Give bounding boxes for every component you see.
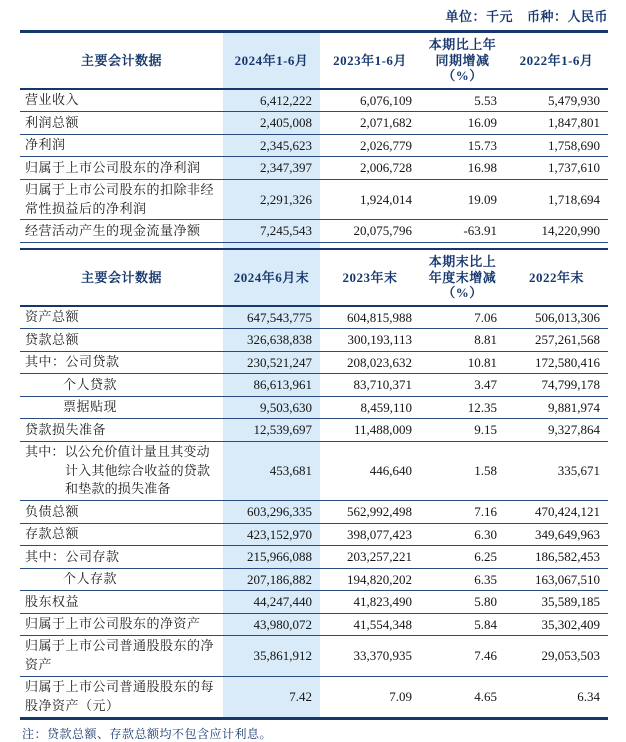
- value-cell: 1,737,610: [548, 160, 600, 176]
- value-cell: 2,347,397: [260, 160, 312, 176]
- row-label-cell: 存款总额: [25, 526, 80, 542]
- value-cell: 186,582,453: [535, 549, 600, 565]
- value-cell: 12.35: [467, 399, 497, 415]
- value-cell: 20,075,796: [353, 223, 412, 239]
- value-cell: 12,539,697: [253, 422, 312, 438]
- column-header: 本期比上年 同期增减 （%）: [428, 37, 497, 84]
- value-cell: 2,345,623: [260, 137, 312, 153]
- value-cell: 5.53: [474, 92, 497, 108]
- value-cell: 470,424,121: [535, 504, 600, 520]
- value-cell: 215,966,088: [247, 549, 312, 565]
- value-cell: 423,152,970: [247, 526, 312, 542]
- value-cell: 6,412,222: [260, 92, 312, 108]
- row-label-cell: 净利润: [25, 137, 66, 153]
- value-cell: 335,671: [557, 463, 600, 479]
- column-header: 2024年1-6月: [234, 52, 309, 68]
- value-cell: 6.30: [474, 526, 497, 542]
- table-row: [20, 179, 608, 220]
- value-cell: 1,758,690: [548, 137, 600, 153]
- table-row: [20, 419, 608, 442]
- value-cell: 19.09: [467, 191, 497, 207]
- table-row: [20, 351, 608, 374]
- table-row: [20, 112, 608, 135]
- table-row: [20, 523, 608, 546]
- value-cell: 6.35: [474, 571, 497, 587]
- column-header: 2024年6月末: [233, 269, 310, 285]
- value-cell: 86,613,961: [253, 377, 312, 393]
- table-row: [20, 676, 608, 718]
- value-cell: 35,302,409: [541, 616, 600, 632]
- table-row: [20, 157, 608, 180]
- value-cell: 1,718,694: [548, 191, 600, 207]
- value-cell: 172,580,416: [535, 354, 600, 370]
- value-cell: 300,193,113: [347, 332, 412, 348]
- value-cell: 43,980,072: [253, 616, 312, 632]
- value-cell: 14,220,990: [541, 223, 600, 239]
- column-header: 主要会计数据: [80, 52, 162, 68]
- value-cell: 203,257,221: [347, 549, 412, 565]
- row-label-cell: 资产总额: [25, 309, 80, 325]
- value-cell: 29,053,503: [541, 648, 600, 664]
- value-cell: 10.81: [467, 354, 497, 370]
- row-label-cell: 归属于上市公司股东的净利润: [25, 159, 201, 175]
- row-label-cell: 归属于上市公司股东的扣除非经常性损益后的净利润: [25, 181, 215, 216]
- value-cell: 33,370,935: [353, 648, 412, 664]
- value-cell: 9,327,864: [548, 422, 600, 438]
- value-cell: 6,076,109: [360, 92, 412, 108]
- value-cell: 41,823,490: [353, 594, 412, 610]
- footnote: 注：贷款总额、存款总额均不包含应计利息。: [22, 726, 273, 741]
- value-cell: 7.06: [474, 309, 497, 325]
- value-cell: 41,554,348: [353, 616, 412, 632]
- value-cell: 257,261,568: [535, 332, 600, 348]
- currency-label: 币种：人民币: [526, 9, 608, 24]
- table-row: [20, 591, 608, 614]
- value-cell: 230,521,247: [247, 354, 312, 370]
- value-cell: 6.34: [577, 689, 600, 705]
- table-row: [20, 220, 608, 243]
- value-cell: 562,992,498: [347, 504, 412, 520]
- value-cell: 3.47: [474, 377, 497, 393]
- value-cell: 7.16: [474, 504, 497, 520]
- table-row: [20, 546, 608, 569]
- value-cell: 4.65: [474, 689, 497, 705]
- value-cell: 453,681: [269, 463, 312, 479]
- unit-label: 单位：千元: [445, 9, 513, 24]
- table-row: [20, 396, 608, 419]
- value-cell: 9,881,974: [548, 399, 600, 415]
- row-label-cell: 贷款总额: [25, 331, 80, 347]
- value-cell: 2,026,779: [360, 137, 412, 153]
- value-cell: 74,799,178: [541, 377, 600, 393]
- table-row: [20, 636, 608, 677]
- row-label-cell: 个人存款: [63, 571, 118, 587]
- table-row: [20, 501, 608, 524]
- table-row: [20, 441, 608, 501]
- value-cell: 2,071,682: [360, 115, 412, 131]
- value-cell: 35,589,185: [541, 594, 600, 610]
- value-cell: 7.46: [474, 648, 497, 664]
- value-cell: 15.73: [467, 137, 497, 153]
- value-cell: 35,861,912: [253, 648, 312, 664]
- tables: [20, 30, 608, 720]
- value-cell: 5.80: [474, 594, 497, 610]
- value-cell: 207,186,882: [247, 571, 312, 587]
- balance-period-table: [20, 248, 608, 720]
- header-row: [20, 32, 608, 89]
- value-cell: 8,459,110: [360, 399, 412, 415]
- value-cell: 603,296,335: [247, 504, 312, 520]
- value-cell: 647,543,775: [247, 309, 312, 325]
- value-cell: 2,006,728: [360, 160, 412, 176]
- value-cell: 604,815,988: [347, 309, 412, 325]
- row-label-cell: 其中：公司贷款: [25, 354, 120, 370]
- value-cell: 44,247,440: [253, 594, 312, 610]
- table-row: [20, 568, 608, 591]
- row-label-cell: 负债总额: [25, 503, 80, 519]
- row-label-cell: 归属于上市公司普通股股东的净资产: [25, 638, 215, 673]
- table-row: [20, 374, 608, 397]
- value-cell: 11,488,009: [353, 422, 412, 438]
- table-row: [20, 134, 608, 157]
- row-label-cell: 票据贴现: [63, 399, 118, 415]
- table-row: [20, 89, 608, 112]
- column-header: 2023年1-6月: [333, 52, 407, 68]
- value-cell: 5,479,930: [548, 92, 600, 108]
- row-label-cell: 归属于上市公司股东的净资产: [25, 616, 201, 632]
- value-cell: 16.09: [467, 115, 497, 131]
- table-row: [20, 306, 608, 329]
- value-cell: 398,077,423: [347, 526, 412, 542]
- column-header: 2022年末: [528, 269, 584, 285]
- table-row: [20, 329, 608, 352]
- row-label-cell: 股东权益: [25, 593, 80, 609]
- row-label-cell: 营业收入: [25, 92, 80, 108]
- value-cell: 349,649,963: [535, 526, 600, 542]
- table-row: [20, 613, 608, 636]
- value-cell: 326,638,838: [247, 332, 312, 348]
- row-label-cell: 经营活动产生的现金流量净额: [25, 222, 201, 238]
- row-label-cell: 归属于上市公司普通股股东的每股净资产（元）: [25, 678, 215, 713]
- row-label-cell: 利润总额: [25, 114, 80, 130]
- value-cell: -63.91: [463, 223, 497, 239]
- value-cell: 2,291,326: [260, 191, 312, 207]
- header-row: [20, 249, 608, 306]
- value-cell: 1,847,801: [548, 115, 600, 131]
- value-cell: 1,924,014: [360, 191, 412, 207]
- income-period-table: [20, 30, 608, 243]
- value-cell: 9.15: [474, 422, 497, 438]
- value-cell: 7.42: [289, 689, 312, 705]
- value-cell: 194,820,202: [347, 571, 412, 587]
- row-label-cell: 其中：公司存款: [25, 548, 120, 564]
- column-header: 2022年1-6月: [519, 52, 594, 68]
- value-cell: 16.98: [467, 160, 497, 176]
- value-cell: 83,710,371: [353, 377, 412, 393]
- value-cell: 7,245,543: [260, 223, 312, 239]
- column-header: 2023年末: [342, 269, 398, 285]
- value-cell: 7.09: [389, 689, 412, 705]
- column-header: 本期末比上 年度末增减 （%）: [428, 253, 497, 301]
- value-cell: 2,405,008: [260, 115, 312, 131]
- row-label-cell: 贷款损失准备: [25, 421, 107, 437]
- value-cell: 9,503,630: [260, 399, 312, 415]
- value-cell: 8.81: [474, 332, 497, 348]
- value-cell: 163,067,510: [535, 571, 600, 587]
- unit-currency-bar: [20, 3, 608, 30]
- row-label-cell: 个人贷款: [63, 376, 118, 392]
- value-cell: 446,640: [369, 463, 412, 479]
- value-cell: 6.25: [474, 549, 497, 565]
- value-cell: 208,023,632: [347, 354, 412, 370]
- value-cell: 5.84: [474, 616, 497, 632]
- column-header: 主要会计数据: [80, 269, 162, 285]
- value-cell: 506,013,306: [535, 309, 600, 325]
- row-label-cell: 其中：以公允价值计量且其变动计入其他综合收益的贷款和垫款的损失准备: [25, 443, 211, 497]
- value-cell: 1.58: [474, 463, 497, 479]
